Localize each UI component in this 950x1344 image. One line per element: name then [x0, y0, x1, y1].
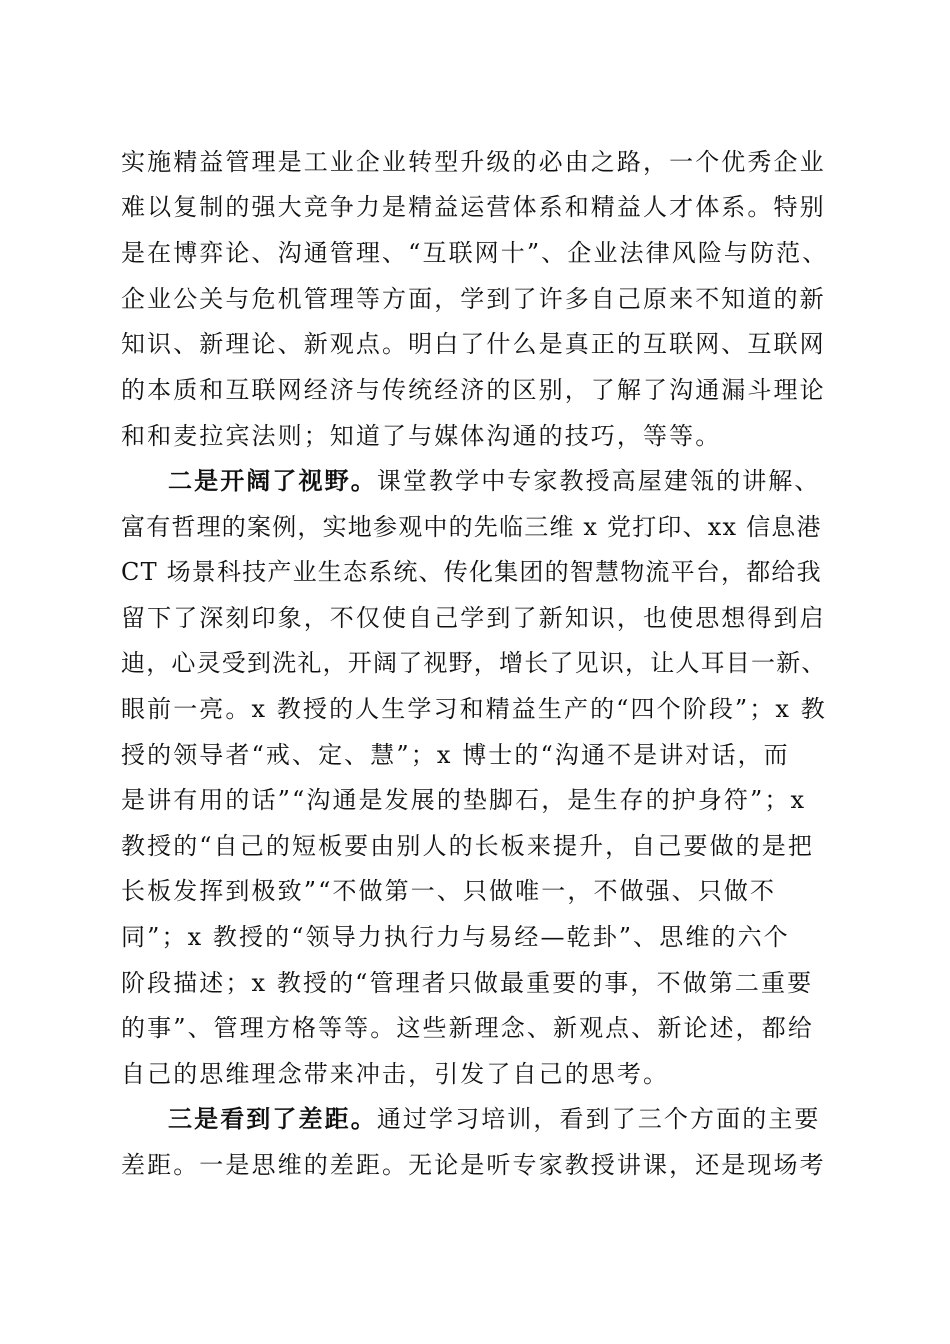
- paragraph-first-line: [168, 1104, 821, 1134]
- text-line: 留下了深刻印象，不仅使自己学到了新知识，也使思想得到启: [121, 604, 826, 632]
- paragraph-first-line: [168, 466, 821, 496]
- text-line: 的本质和互联网经济与传统经济的区别，了解了沟通漏斗理论: [121, 376, 826, 404]
- text-line: 难以复制的强大竞争力是精益运营体系和精益人才体系。特别: [121, 193, 826, 221]
- text-line: 同”；x 教授的“领导力执行力与易经—乾卦”、思维的六个: [121, 923, 790, 951]
- text-line: CT 场景科技产业生态系统、传化集团的智慧物流平台，都给我: [121, 558, 822, 586]
- text-line: 实施精益管理是工业企业转型升级的必由之路，一个优秀企业: [121, 148, 826, 176]
- text-line: 授的领导者“戒、定、慧”；x 博士的“沟通不是讲对话，而: [121, 741, 790, 769]
- text-line: 企业公关与危机管理等方面，学到了许多自己原来不知道的新: [121, 285, 826, 313]
- text-line: 迪，心灵受到洗礼，开阔了视野，增长了见识，让人耳目一新、: [121, 649, 827, 677]
- text-line: 是讲有用的话”“沟通是发展的垫脚石，是生存的护身符”；x: [121, 786, 807, 814]
- paragraph-text: 课堂教学中专家教授高屋建瓴的讲解、: [376, 467, 821, 495]
- paragraph-heading: 二是开阔了视野。: [168, 466, 377, 495]
- text-line: 眼前一亮。x 教授的人生学习和精益生产的“四个阶段”；x 教: [121, 695, 827, 723]
- text-line: 教授的“自己的短板要由别人的长板来提升，自己要做的是把: [121, 832, 814, 860]
- text-line: 自己的思维理念带来冲击，引发了自己的思考。: [121, 1060, 670, 1088]
- text-line: 是在博弈论、沟通管理、“互联网十”、企业法律风险与防范、: [121, 239, 829, 267]
- text-line: 阶段描述；x 教授的“管理者只做最重要的事，不做第二重要: [121, 969, 814, 997]
- text-line: 差距。一是思维的差距。无论是听专家教授讲课，还是现场考: [121, 1151, 826, 1179]
- paragraph-text: 通过学习培训，看到了三个方面的主要: [376, 1105, 821, 1133]
- text-line: 知识、新理论、新观点。明白了什么是真正的互联网、互联网: [121, 330, 826, 358]
- text-line: 富有哲理的案例，实地参观中的先临三维 x 党打印、xx 信息港: [121, 513, 822, 541]
- paragraph-heading: 三是看到了差距。: [168, 1104, 377, 1133]
- text-line: 长板发挥到极致”“不做第一、只做唯一，不做强、只做不: [121, 877, 777, 905]
- text-line: 和和麦拉宾法则；知道了与媒体沟通的技巧，等等。: [121, 422, 722, 450]
- text-line: 的事”、管理方格等等。这些新理念、新观点、新论述，都给: [121, 1014, 814, 1042]
